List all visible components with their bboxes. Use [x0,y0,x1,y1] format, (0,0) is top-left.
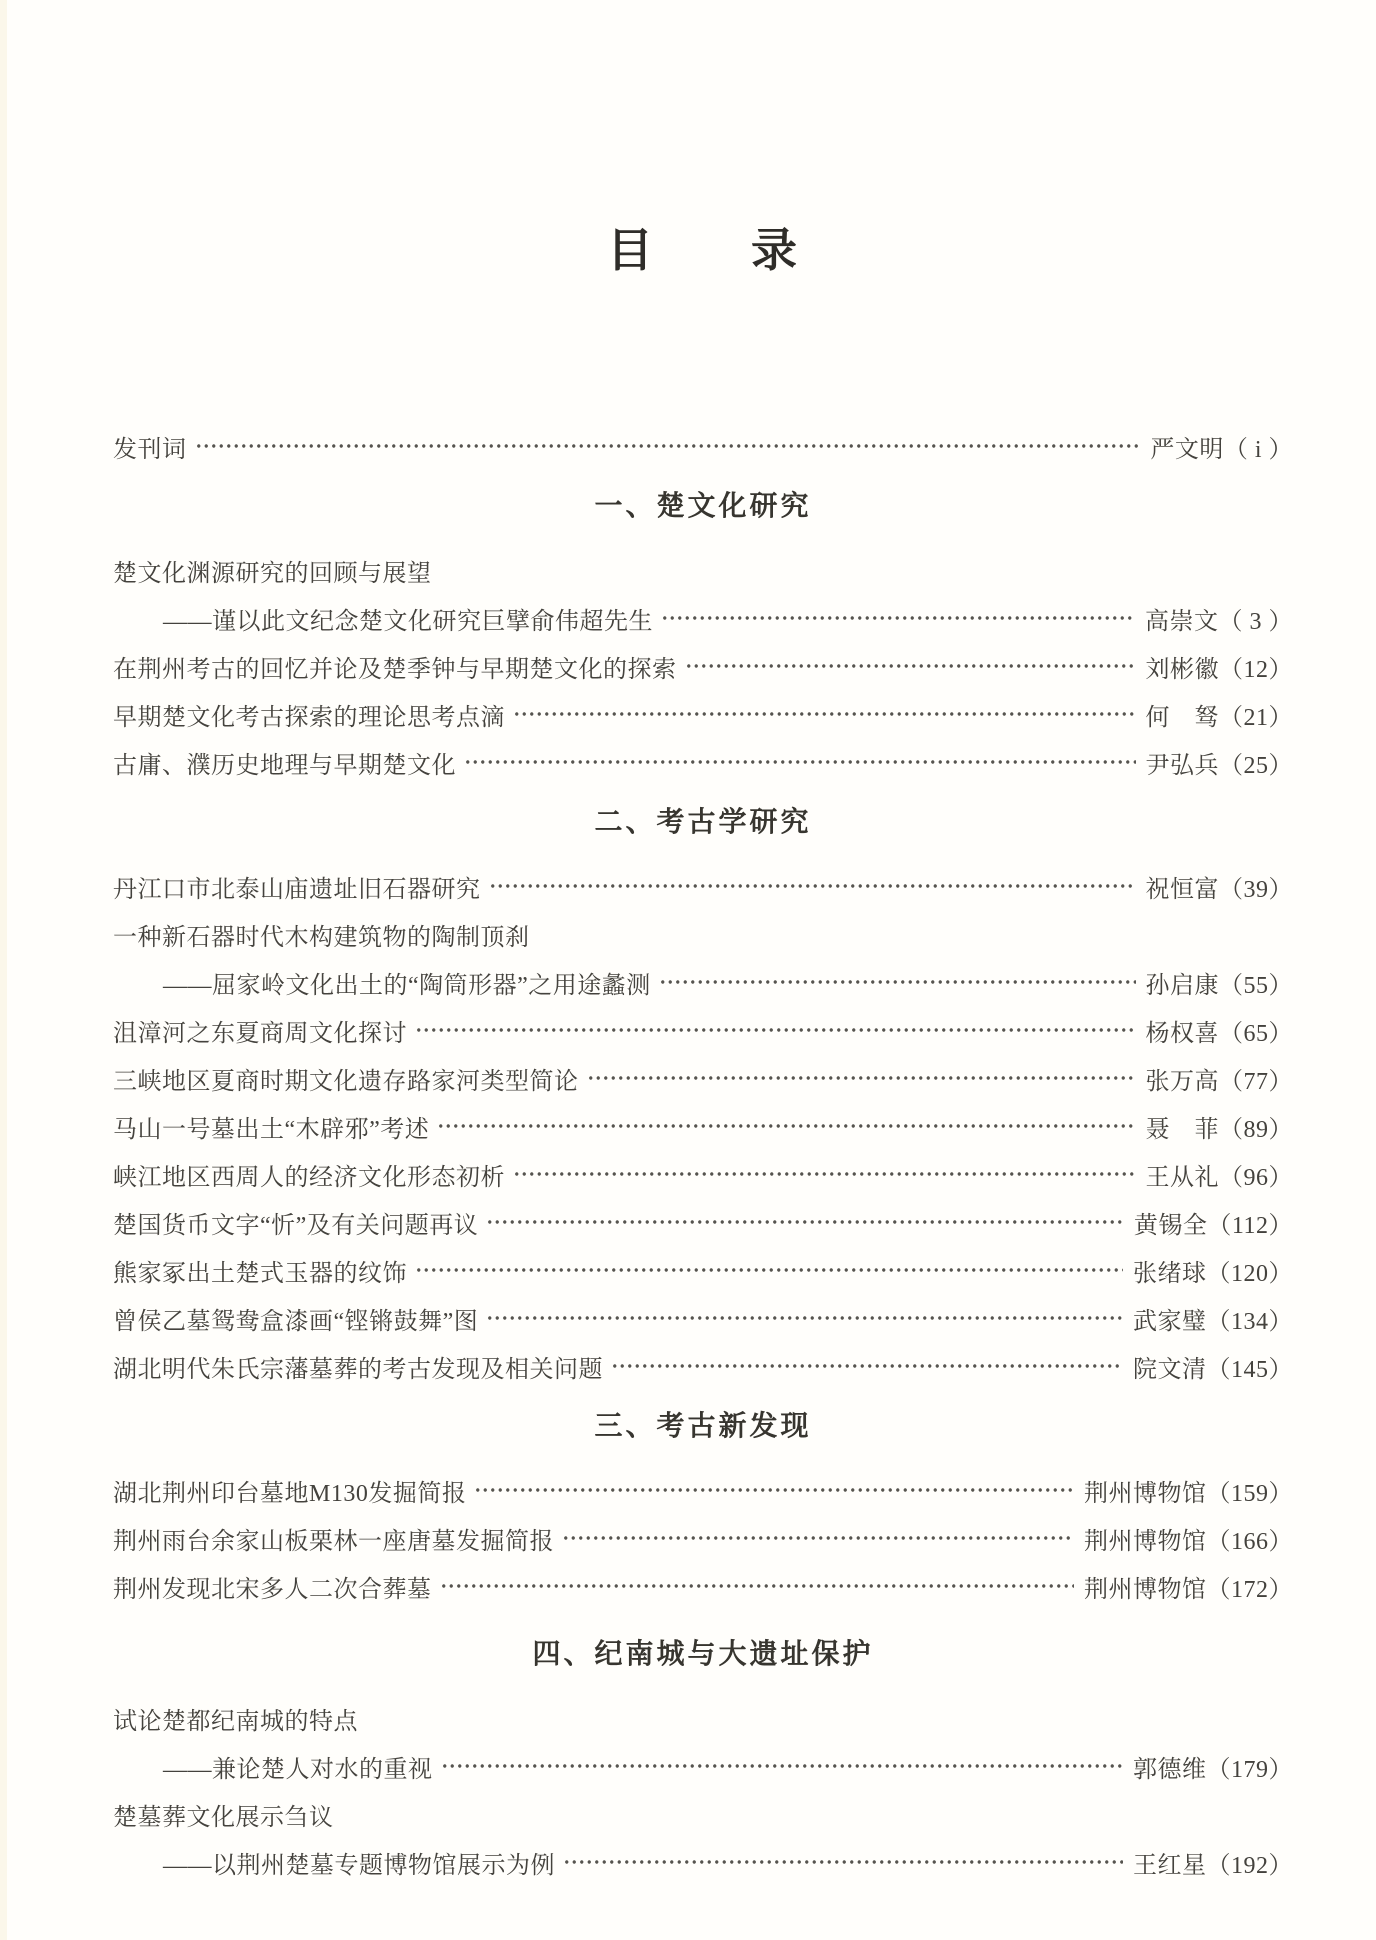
dot-leader [464,738,1136,786]
entry-title: 发刊词 [113,436,187,463]
entry-title: 楚国货币文字“忻”及有关问题再议 [113,1212,479,1239]
entry-author-page: 王红星（192） [1133,1852,1293,1879]
dot-leader [441,1742,1124,1790]
toc-entry [113,1790,1293,1838]
toc-entry [113,1198,1293,1246]
toc-entry [113,1006,1293,1054]
toc-entry [113,862,1293,910]
entry-author-page: 聂 菲（89） [1145,1116,1293,1143]
entry-author-page: 王从礼（96） [1145,1164,1293,1191]
scan-edge-tint [0,0,7,1940]
entry-author-page: 高崇文（ 3 ） [1145,608,1293,635]
toc-entry [113,422,1293,470]
section-heading: 二、考古学研究 [594,806,812,837]
entry-author-page: 刘彬徽（12） [1145,656,1293,683]
entry-author-page: 院文清（145） [1133,1356,1293,1383]
entry-author-page: 荆州博物馆（172） [1084,1576,1293,1603]
toc-entry [113,1102,1293,1150]
entry-subtitle: ——兼论楚人对水的重视 [163,1756,433,1783]
entry-author-page: 杨权喜（65） [1145,1020,1293,1047]
entry-title: 三峡地区夏商时期文化遗存路家河类型简论 [113,1068,579,1095]
toc-entry [113,738,1293,786]
toc-entry [113,910,1293,958]
toc-entry [113,1562,1293,1610]
entry-subtitle: ——屈家岭文化出土的“陶筒形器”之用途蠡测 [163,972,651,999]
toc-entry [113,642,1293,690]
dot-leader [661,594,1135,642]
entry-title: 湖北荆州印台墓地M130发掘简报 [113,1480,467,1507]
entry-title: 曾侯乙墓鸳鸯盒漆画“铿锵鼓舞”图 [113,1308,479,1335]
section-heading: 三、考古新发现 [594,1410,812,1441]
entry-subtitle: ——以荆州楚墓专题博物馆展示为例 [163,1852,555,1879]
entry-author-page: 祝恒富（39） [1145,876,1293,903]
entry-author-page: 严文明（ i ） [1150,436,1293,463]
dot-leader [562,1514,1074,1562]
section-heading: 一、楚文化研究 [594,490,812,521]
toc-entry [113,546,1293,594]
entry-title: 熊家冢出土楚式玉器的纹饰 [113,1260,407,1287]
toc-entry [113,1694,1293,1742]
entry-title: 荆州发现北宋多人二次合葬墓 [113,1576,432,1603]
toc-entry [113,1742,1293,1790]
entry-author-page: 荆州博物馆（166） [1084,1528,1293,1555]
entry-title: 在荆州考古的回忆并论及楚季钟与早期楚文化的探索 [113,656,677,683]
toc-entry [113,1466,1293,1514]
dot-leader [513,1150,1136,1198]
toc-entry [113,1246,1293,1294]
toc-entry [113,1054,1293,1102]
toc-entry [113,594,1293,642]
dot-leader [415,1246,1123,1294]
entry-title: 荆州雨台余家山板栗林一座唐墓发掘简报 [113,1528,554,1555]
toc-entry [113,1294,1293,1342]
toc-entry [113,1150,1293,1198]
entry-author-page: 孙启康（55） [1145,972,1293,999]
toc-entry [113,958,1293,1006]
entry-title: 试论楚都纪南城的特点 [113,1708,358,1735]
entry-title: 沮漳河之东夏商周文化探讨 [113,1020,407,1047]
entry-title: 早期楚文化考古探索的理论思考点滴 [113,704,505,731]
dot-leader [474,1466,1074,1514]
entry-author-page: 郭德维（179） [1133,1756,1293,1783]
entry-title: 峡江地区西周人的经济文化形态初析 [113,1164,505,1191]
entry-title: 马山一号墓出土“木辟邪”考述 [113,1116,430,1143]
dot-leader [440,1562,1075,1610]
entry-author-page: 何 驽（21） [1145,704,1293,731]
dot-leader [513,690,1136,738]
toc-entry [113,1514,1293,1562]
entry-title: 湖北明代朱氏宗藩墓葬的考古发现及相关问题 [113,1356,603,1383]
dot-leader [587,1054,1136,1102]
dot-leader [659,958,1136,1006]
dot-leader [486,1198,1124,1246]
entry-title: 楚文化渊源研究的回顾与展望 [113,560,432,587]
entry-author-page: 张万高（77） [1145,1068,1293,1095]
entry-title: 楚墓葬文化展示刍议 [113,1804,334,1831]
page-title: 目 录 [607,225,799,276]
entry-title: 古庸、濮历史地理与早期楚文化 [113,752,456,779]
entry-author-page: 武家璧（134） [1133,1308,1293,1335]
entry-author-page: 尹弘兵（25） [1145,752,1293,779]
section-heading: 四、纪南城与大遗址保护 [532,1638,874,1669]
entry-author-page: 黄锡全（112） [1133,1212,1293,1239]
dot-leader [685,642,1136,690]
dot-leader [415,1006,1136,1054]
entry-title: 一种新石器时代木构建筑物的陶制顶刹 [113,924,530,951]
dot-leader [437,1102,1135,1150]
dot-leader [489,862,1136,910]
toc-entry [113,690,1293,738]
entry-title: 丹江口市北泰山庙遗址旧石器研究 [113,876,481,903]
toc-entry [113,1342,1293,1390]
dot-leader [611,1342,1123,1390]
dot-leader [563,1838,1123,1886]
dot-leader [486,1294,1123,1342]
entry-author-page: 荆州博物馆（159） [1084,1480,1293,1507]
entry-subtitle: ——谨以此文纪念楚文化研究巨擘俞伟超先生 [163,608,653,635]
dot-leader [195,422,1141,470]
entry-author-page: 张绪球（120） [1133,1260,1293,1287]
toc-entry [113,1838,1293,1886]
